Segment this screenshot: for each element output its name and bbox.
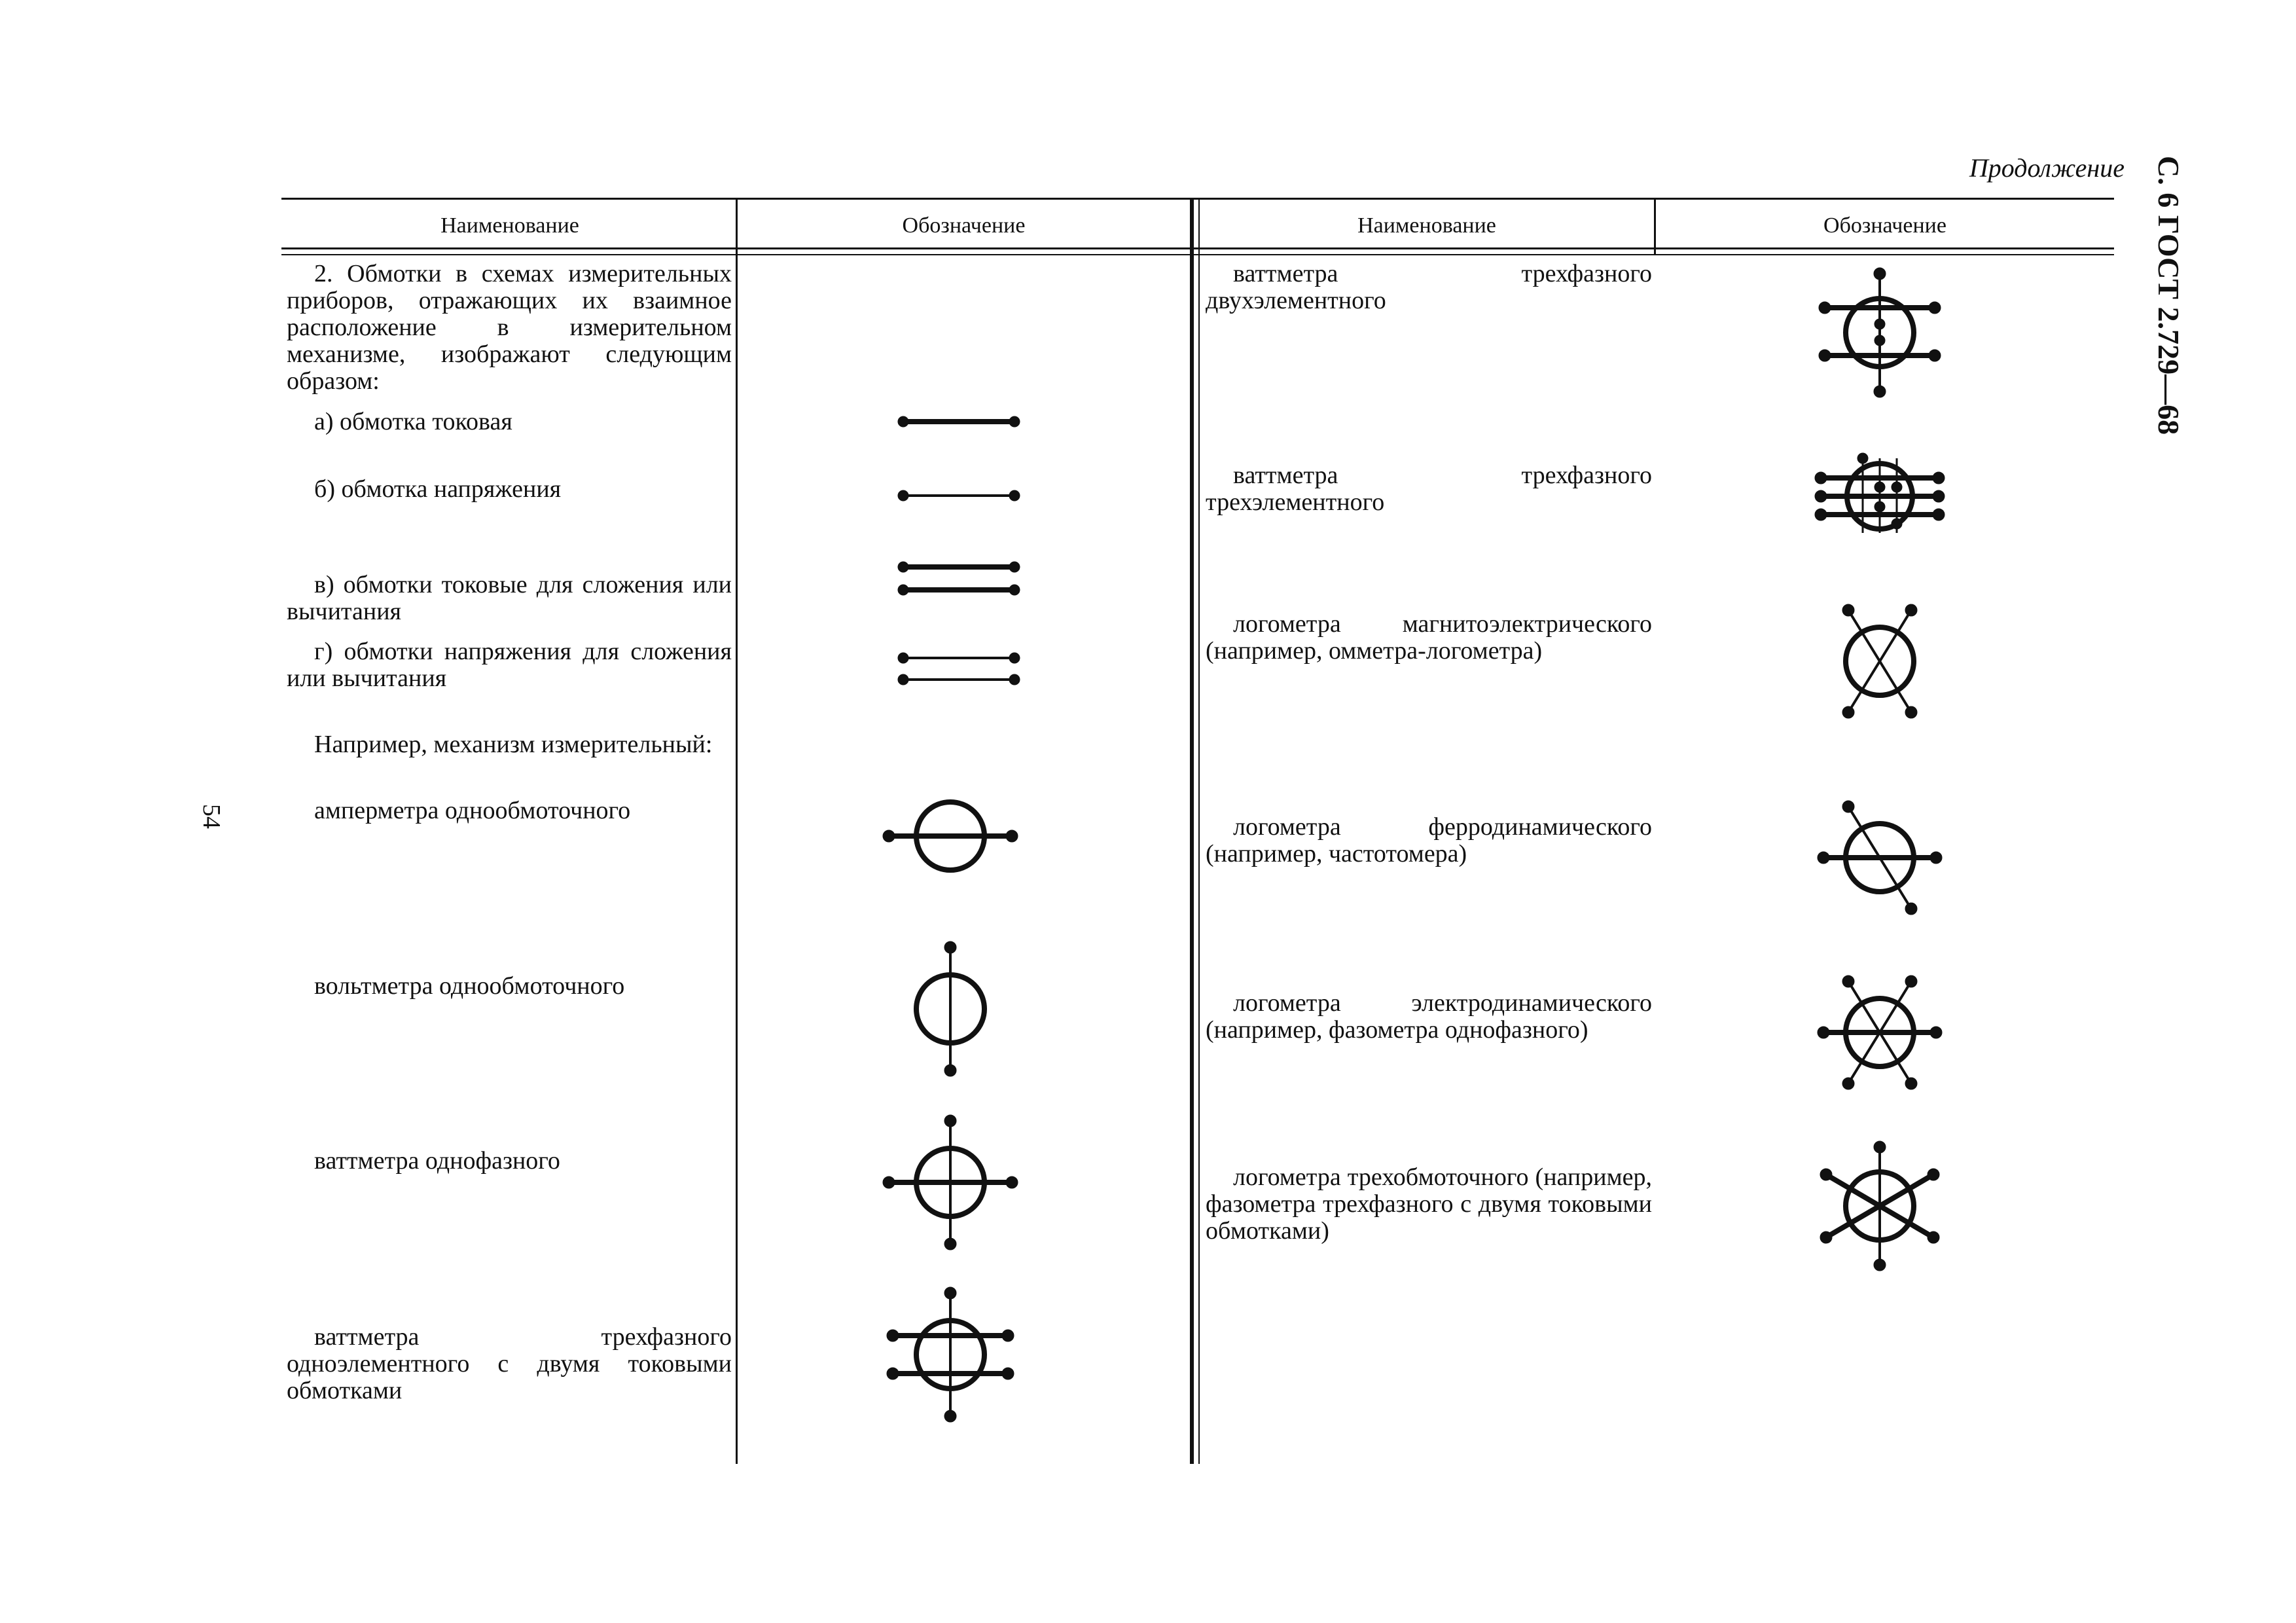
wattmeter-3ph-two-element-symbol <box>1819 268 1941 397</box>
row-voltage-windings-sum: г) обмотки напряжения для сложения или вычитания <box>287 638 732 693</box>
voltage-windings-sum-symbol <box>898 653 1020 685</box>
continuation-label: Продолжение <box>1969 153 2125 183</box>
row-wattmeter-3ph-one-element: ваттметра трехфазного одноэлементного с двумя токовыми обмотками <box>287 1323 732 1405</box>
wattmeter-3ph-three-element-symbol <box>1815 453 1945 533</box>
row-logometer-magnetoelectric: логометра магнитоэлектрического (например, омметра-логометра) <box>1206 610 1652 665</box>
standard-header: С. 6 ГОСТ 2.729—68 <box>2152 156 2185 435</box>
row-logometer-three-winding: логометра трехобмоточного (например, фазометра трехфазного с двумя токовыми обмотками) <box>1206 1163 1652 1245</box>
current-windings-sum-symbol <box>898 562 1020 595</box>
row-windings-intro: 2. Обмотки в схемах измерительных приборов, отражающих их взаимное расположение в измерительном механизме, изображают следующим образом: <box>287 260 732 395</box>
ammeter-symbol <box>883 802 1018 870</box>
wattmeter-single-phase-symbol <box>883 1115 1018 1250</box>
logometer-ferrodynamic-symbol <box>1818 801 1942 915</box>
row-wattmeter-3ph-three-element: ваттметра трехфазного трехэлементного <box>1206 462 1652 517</box>
logometer-electrodynamic-symbol <box>1818 976 1942 1089</box>
wattmeter-3ph-one-element-symbol <box>887 1287 1014 1422</box>
header-left-symbol: Обозначение <box>902 213 1026 238</box>
row-current-winding: а) обмотка токовая <box>314 408 512 435</box>
row-logometer-electrodynamic: логометра электродинамического (например, фазометра однофазного) <box>1206 989 1652 1044</box>
header-right-symbol: Обозначение <box>1823 213 1946 238</box>
page-number: 54 <box>198 804 225 829</box>
row-voltmeter: вольтметра однообмоточного <box>314 972 625 1000</box>
logometer-three-winding-symbol <box>1820 1141 1939 1271</box>
row-ammeter: амперметра однообмоточного <box>314 797 631 824</box>
header-right-name: Наименование <box>1357 213 1496 238</box>
voltmeter-symbol <box>916 941 984 1076</box>
voltage-winding-symbol <box>898 490 1020 501</box>
row-example: Например, механизм измерительный: <box>314 731 713 758</box>
current-winding-symbol <box>898 416 1020 427</box>
row-wattmeter-3ph-two-element: ваттметра трехфазного двухэлементного <box>1206 260 1652 315</box>
row-current-windings-sum: в) обмотки токовые для сложения или вычитания <box>287 571 732 626</box>
row-wattmeter-single-phase: ваттметра однофазного <box>314 1147 560 1175</box>
logometer-magnetoelectric-symbol <box>1842 604 1917 718</box>
row-logometer-ferrodynamic: логометра ферродинамического (например, частотомера) <box>1206 813 1652 868</box>
row-voltage-winding: б) обмотка напряжения <box>314 475 562 503</box>
header-left-name: Наименование <box>440 213 579 238</box>
